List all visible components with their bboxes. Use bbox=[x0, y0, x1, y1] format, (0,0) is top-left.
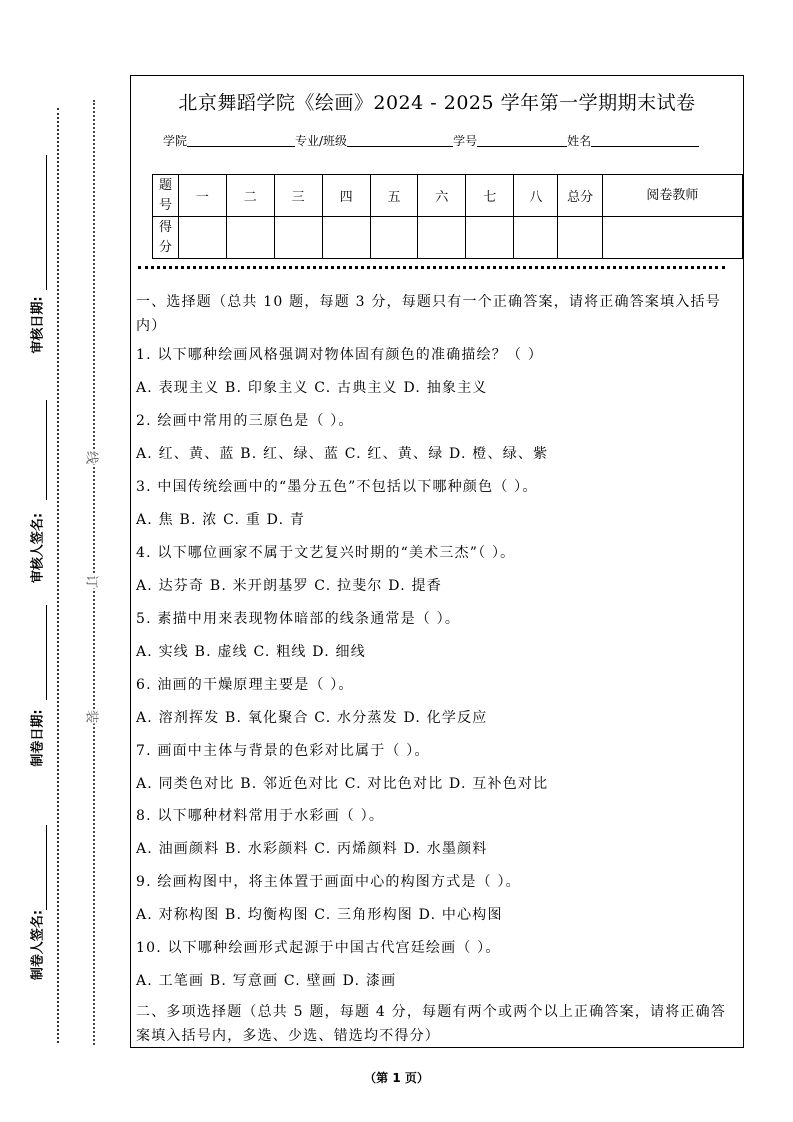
options-4: A. 达芬奇 B. 米开朗基罗 C. 拉斐尔 D. 提香 bbox=[136, 578, 442, 594]
compose-date-label: 制卷日期: bbox=[30, 709, 46, 767]
options-2: A. 红、黄、蓝 B. 红、绿、蓝 C. 红、黄、绿 D. 橙、绿、紫 bbox=[136, 446, 549, 462]
col-header: 四 bbox=[322, 175, 370, 217]
score-cell[interactable] bbox=[602, 217, 742, 259]
question-10: 10. 以下哪种绘画形式起源于中国古代宫廷绘画（ ）。 bbox=[136, 940, 501, 956]
composer-sign-field bbox=[27, 910, 46, 980]
question-8: 8. 以下哪种材料常用于水彩画（ ）。 bbox=[136, 808, 385, 824]
options-1: A. 表现主义 B. 印象主义 C. 古典主义 D. 抽象主义 bbox=[136, 380, 488, 396]
score-cell[interactable] bbox=[370, 217, 418, 259]
reviewer-sign-label: 审核人签名: bbox=[30, 512, 46, 584]
name-input[interactable] bbox=[591, 146, 699, 147]
reviewer-sign-line[interactable] bbox=[46, 400, 47, 500]
name-label: 姓名 bbox=[567, 134, 592, 148]
col-header-grader: 阅卷教师 bbox=[602, 175, 742, 217]
col-header: 三 bbox=[274, 175, 322, 217]
college-label: 学院 bbox=[163, 134, 188, 148]
score-row bbox=[153, 217, 743, 259]
section1-heading: 一、选择题（总共 10 题，每题 3 分，每题只有一个正确答案，请将正确答案填入括号内） bbox=[136, 294, 721, 334]
review-date-label: 审核日期: bbox=[30, 296, 46, 354]
options-9: A. 对称构图 B. 均衡构图 C. 三角形构图 D. 中心构图 bbox=[136, 907, 503, 923]
col-header: 总分 bbox=[558, 175, 602, 217]
col-header: 二 bbox=[226, 175, 274, 217]
binding-char-xian: 线 bbox=[84, 451, 103, 465]
score-cell[interactable] bbox=[514, 217, 558, 259]
col-header: 八 bbox=[514, 175, 558, 217]
options-5: A. 实线 B. 虚线 C. 粗线 D. 细线 bbox=[136, 644, 366, 660]
binding-char-zhuang: 装 bbox=[84, 710, 103, 724]
student-info-row bbox=[163, 132, 699, 149]
score-cell[interactable] bbox=[322, 217, 370, 259]
question-3: 3. 中国传统绘画中的“墨分五色”不包括以下哪种颜色（ ）。 bbox=[136, 479, 538, 495]
reviewer-sign-field bbox=[27, 513, 46, 583]
options-8: A. 油画颜料 B. 水彩颜料 C. 丙烯颜料 D. 水墨颜料 bbox=[136, 841, 488, 857]
question-6: 6. 油画的干燥原理主要是（ ）。 bbox=[136, 677, 354, 693]
score-cell[interactable] bbox=[226, 217, 274, 259]
student-no-input[interactable] bbox=[477, 146, 567, 147]
exam-title: 北京舞蹈学院《绘画》2024 - 2025 学年第一学期期末试卷 bbox=[178, 92, 696, 114]
exam-sheet bbox=[130, 75, 744, 1048]
review-date-line[interactable] bbox=[46, 155, 47, 290]
options-6: A. 溶剂挥发 B. 氧化聚合 C. 水分蒸发 D. 化学反应 bbox=[136, 710, 488, 726]
col-header: 一 bbox=[178, 175, 226, 217]
score-table bbox=[152, 174, 743, 259]
score-cell[interactable] bbox=[466, 217, 514, 259]
section2-heading: 二、多项选择题（总共 5 题，每题 4 分，每题有两个或两个以上正确答案，请将正确答案填入括号内，多选、少选、错选均不得分） bbox=[136, 1004, 727, 1044]
score-cell[interactable] bbox=[178, 217, 226, 259]
question-5: 5. 素描中用来表现物体暗部的线条通常是（ ）。 bbox=[136, 611, 461, 627]
question-2: 2. 绘画中常用的三原色是（ ）。 bbox=[136, 413, 354, 429]
review-date-field bbox=[27, 296, 46, 353]
options-10: A. 工笔画 B. 写意画 C. 壁画 D. 漆画 bbox=[136, 973, 397, 989]
student-no-label: 学号 bbox=[453, 134, 478, 148]
row-label-question-no: 题号 bbox=[153, 175, 179, 217]
score-cell[interactable] bbox=[418, 217, 466, 259]
col-header: 七 bbox=[466, 175, 514, 217]
question-7: 7. 画面中主体与背景的色彩对比属于（ ）。 bbox=[136, 743, 430, 759]
binding-char-ding: 订 bbox=[84, 575, 103, 589]
major-input[interactable] bbox=[347, 146, 453, 147]
score-cell[interactable] bbox=[274, 217, 322, 259]
question-4: 4. 以下哪位画家不属于文艺复兴时期的“美术三杰”（ ）。 bbox=[136, 545, 516, 561]
major-label: 专业/班级 bbox=[295, 134, 348, 148]
composer-sign-line[interactable] bbox=[46, 825, 47, 910]
score-cell[interactable] bbox=[558, 217, 602, 259]
page-number: （第 1 页） bbox=[364, 1071, 429, 1085]
options-3: A. 焦 B. 浓 C. 重 D. 青 bbox=[136, 512, 306, 528]
college-input[interactable] bbox=[187, 146, 295, 147]
row-label-score: 得分 bbox=[153, 217, 179, 259]
left-dotted-line bbox=[57, 108, 59, 1043]
question-number-row bbox=[153, 175, 743, 217]
composer-sign-label: 制卷人签名: bbox=[30, 909, 46, 981]
col-header: 六 bbox=[418, 175, 466, 217]
compose-date-field bbox=[27, 709, 46, 766]
question-1: 1. 以下哪种绘画风格强调对物体固有颜色的准确描绘？（ ） bbox=[136, 347, 544, 363]
compose-date-line[interactable] bbox=[46, 605, 47, 700]
question-9: 9. 绘画构图中，将主体置于画面中心的构图方式是（ ）。 bbox=[136, 874, 521, 890]
options-7: A. 同类色对比 B. 邻近色对比 C. 对比色对比 D. 互补色对比 bbox=[136, 776, 549, 792]
dotted-divider bbox=[138, 266, 725, 269]
col-header: 五 bbox=[370, 175, 418, 217]
binding-dotted-line bbox=[93, 100, 95, 1045]
